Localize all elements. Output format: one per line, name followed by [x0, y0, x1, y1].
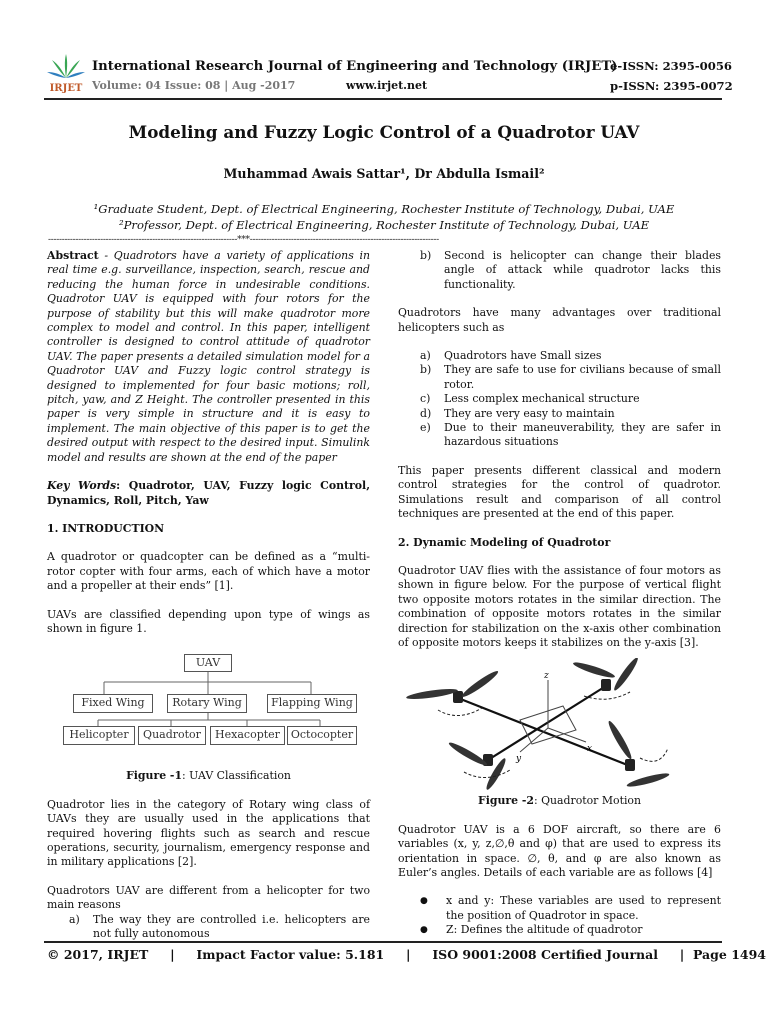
list-item: d) They are very easy to maintain [420, 406, 615, 420]
irjet-logo [44, 52, 88, 94]
node-quadrotor: Quadrotor [138, 726, 206, 745]
page-footer: © 2017, IRJET | Impact Factor value: 5.181 | ISO 9001:2008 Certified Journal | Page 1494 [47, 947, 766, 962]
affiliation-2: ²Professor, Dept. of Electrical Engineering, Rochester Institute of Technology, Dubai, UAE [118, 218, 650, 232]
journal-website: www.irjet.net [346, 79, 428, 92]
helicopter-differences-list [47, 913, 370, 942]
quadrotor-drawing [398, 658, 721, 790]
keywords-label: Key Words [47, 479, 117, 493]
logo-text: IRJET [49, 83, 83, 94]
intro-paragraph-4: Quadrotors UAV are different from a helicopter for two main reasons [47, 883, 370, 912]
abstract-text: - Quadrotors have a variety of applications in real time e.g. surveillance, inspection, search, rescue and reducing the human force in undesirable conditions. Quadrotor UAV is equipped with four rotors for the purpose of stability but this will make quadrotor more complex to model and control. In this paper, intelligent controller is designed to control attitude of quadrotor UAV. The paper presents a detailed simulation model for a Quadrotor UAV and Fuzzy logic control strategy is designed to implemented for four basic motions; roll, pitch, yaw, and Z Height. The controller presented in this paper is very simple in structure and it is easy to implement. The main objective of this paper is to get the desired output with respect to the desired input. Simulink model and results are shown at the end of the paper [47, 249, 370, 464]
figure-2-caption: Figure -2: Quadrotor Motion [477, 794, 641, 808]
node-hexacopter: Hexacopter [210, 726, 285, 745]
paper-title: Modeling and Fuzzy Logic Control of a Quadrotor UAV [128, 122, 640, 142]
quadrotor-motion-figure [398, 658, 721, 790]
p-issn: p-ISSN: 2395-0072 [610, 79, 733, 93]
left-column [47, 249, 370, 941]
right-column [398, 249, 721, 938]
node-helicopter: Helicopter [63, 726, 135, 745]
separator-line: ---------------------------------------------------------------------***--------------------------------------------------------------------- [48, 235, 439, 245]
node-octocopter: Octocopter [287, 726, 357, 745]
intro-paragraph-1: A quadrotor or quadcopter can be defined as a “multi-rotor copter with four arms, each of which have a motor and a propeller at their ends” [1]. [47, 550, 370, 593]
footer-rule [44, 941, 722, 943]
intro-paragraph-2: UAVs are classified depending upon type of wings as shown in figure 1. [47, 607, 370, 635]
svg-text:z: z [544, 671, 549, 682]
node-rotary-wing: Rotary Wing [167, 694, 247, 713]
list-item: a) The way they are controlled i.e. helicopters are not fully autonomous [69, 912, 370, 940]
journal-name: International Research Journal of Engineering and Technology (IRJET) [92, 59, 618, 74]
list-item: e) Due to their maneuverability, they are safer in hazardous situations [420, 421, 721, 449]
section-2-paragraph-2: Quadrotor UAV is a 6 DOF aircraft, so there are 6 variables (x, y, z,∅,θ and φ) that are used to express its orientation in space. ∅, θ, and φ are also known as Euler’s angles. Details of each variable are as follows [4] [398, 822, 721, 879]
section-1-heading: 1. INTRODUCTION [47, 521, 165, 535]
helicopter-differences-list-cont [398, 249, 721, 292]
volume-issue: Volume: 04 Issue: 08 | Aug -2017 [92, 79, 296, 92]
list-item: a) Quadrotors have Small sizes [420, 349, 602, 363]
author-list: Muhammad Awais Sattar¹, Dr Abdulla Ismail² [223, 166, 545, 181]
list-item: b) Second is helicopter can change their blades angle of attack while quadrotor lacks this functionality. [420, 249, 721, 291]
e-issn: e-ISSN: 2395-0056 [610, 59, 732, 73]
uav-classification-figure [47, 650, 370, 760]
advantages-list [398, 349, 721, 450]
intro-paragraph-3: Quadrotor lies in the category of Rotary wing class of UAVs they are usually used in the applications that required hovering flights such as search and rescue operations, security, journalism, emergency response and in military applications [2]. [47, 797, 370, 869]
header-rule [44, 98, 722, 100]
node-uav: UAV [184, 654, 232, 672]
abstract-label: Abstract [47, 249, 99, 262]
variables-list [398, 894, 721, 937]
abstract [47, 249, 370, 465]
figure-1-caption: Figure -1: UAV Classification [126, 769, 291, 783]
list-item: ● x and y: These variables are used to represent the position of Quadrotor in space. [420, 894, 721, 922]
list-item: ● Z: Defines the altitude of quadrotor [420, 923, 643, 937]
affiliation-1: ¹Graduate Student, Dept. of Electrical Engineering, Rochester Institute of Technology, Dubai, UAE [93, 202, 675, 216]
section-2-paragraph-1: Quadrotor UAV flies with the assistance of four motors as shown in figure below. For the purpose of vertical flight two opposite motors rotates in the similar direction. The combination of opposite motors rotates in the similar direction for stabilization on the x-axis other combination of opposite motors keeps it stabilizes on the y-axis [3]. [398, 563, 721, 649]
node-fixed-wing: Fixed Wing [73, 694, 153, 713]
svg-text:x: x [587, 744, 593, 755]
list-item: c) Less complex mechanical structure [420, 392, 640, 406]
advantages-intro: Quadrotors have many advantages over traditional helicopters such as [398, 306, 721, 334]
svg-text:y: y [516, 754, 522, 765]
keywords-text: : Quadrotor, UAV, Fuzzy logic Control, Dynamics, Roll, Pitch, Yaw [47, 479, 370, 507]
list-item: b) They are safe to use for civilians because of small rotor. [420, 363, 721, 391]
node-flapping-wing: Flapping Wing [267, 694, 357, 713]
keywords [47, 479, 370, 508]
section-2-heading: 2. Dynamic Modeling of Quadrotor [398, 535, 611, 549]
advantages-closing: This paper presents different classical and modern control strategies for the control of quadrotor. Simulations result and comparison of all control techniques are presented at the end of this paper. [398, 463, 721, 521]
